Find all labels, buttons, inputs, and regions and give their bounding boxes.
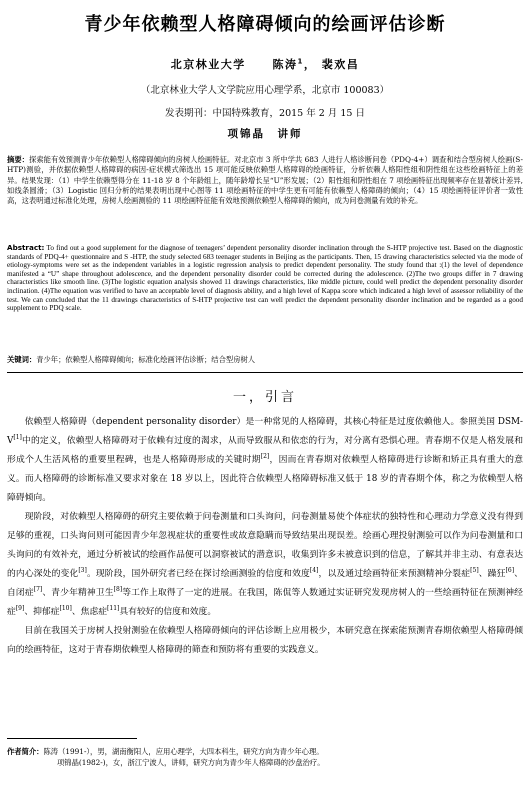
section-heading-introduction: 一，引言 [232, 390, 297, 405]
footnote-divider [7, 738, 137, 739]
footnote-text-1: 陈涛（1991-），男，湖南衡阳人，应用心理学，大四本科生，研究方向为青少年心理。 [43, 747, 324, 756]
citation-ref[interactable]: [1] [13, 434, 22, 442]
p1-text-a: 依赖型人格障碍（dependent personality disorder）是一种常见的人格障碍，其核心特征是过度依赖他人。参照美国 DSM-V [7, 417, 523, 446]
p2-text-f: 、青少年精神卫生 [42, 588, 114, 598]
paragraph-1 [7, 413, 523, 508]
citation-ref[interactable]: [3] [78, 567, 87, 575]
p2-text-h: 、抑郁症 [24, 607, 60, 617]
author-2: 裴欢昌 [321, 58, 360, 71]
keywords-text: 青少年；依赖型人格障碍倾向；标准化绘画评估诊断；结合型房树人 [36, 355, 256, 364]
abstract-cn-label: 摘要： [7, 155, 29, 164]
abstract-en-text: To find out a good supplement for the diagnose of teenagers’ dependent personality disorder inclination through the S-HTP projective test. Based on the diagnostic standards of PDQ-4+ questionnaire and S -HTP, the study selected 683 teenager students in Beijing as the participants. Then, 15 drawing characteristics selected via the mode of etiology-symptoms were set as the independent variables in a logistic regression analysis to predict dependent personality. The study found that :(1) the level of dependence manifested a “U” shape throughout adolescence, and the dependent personality disorder could be corrected during the adolescence. (2)The two groups differ in 7 drawing characteristics like smooth line. (3)The logistic equation analysis showed 11 drawings characteristics, like middle picture, could well predict the dependent personality disorder inclination. (4)The equation was verified to have an acceptable level of diagnosis ability, and a high level of Kappa score which indicated a high level of assessor reliability of the test. We can concluded that the 11 drawings characteristics of S-HTP projective test can well predict the dependent personality disorder inclination and be regarded as a good supplement to PDQ scale. [7, 244, 524, 313]
author-line [0, 56, 530, 72]
keywords-label: 关键词： [7, 355, 37, 364]
p2-text-e: 、自闭症 [7, 569, 523, 598]
paragraph-2 [7, 508, 523, 622]
p2-text-j: 具有较好的信度和效度。 [119, 607, 217, 617]
abstract-en-label: Abstract: [7, 243, 45, 252]
section-divider [7, 372, 523, 373]
p1-text-c: ，因而在青春期对依赖型人格障碍进行诊断和矫正具有重大的意义。而人格障碍的诊断标准又要求对象在 18 岁以上，因此符合依赖型人格障碍标准又低于 18 岁的青春期个体，称之为依赖型人格障碍倾向。 [7, 455, 523, 503]
abstract-english [7, 244, 523, 313]
footnote-label: 作者简介： [7, 747, 44, 756]
citation-ref[interactable]: [2] [260, 453, 270, 461]
citation-ref[interactable]: [5] [470, 567, 479, 575]
author-separator: ， [303, 58, 317, 71]
p2-text-d: 、躁狂 [478, 569, 506, 579]
p2-text-g: 等工作上取得了一定的进展。在我国，陈侃等人数通过实证研究发现房树人的一些绘画特征在预测神经症 [7, 588, 523, 617]
citation-ref[interactable]: [4] [309, 567, 319, 575]
author-1: 陈涛 [272, 58, 298, 71]
body-text [7, 413, 523, 660]
citation-ref[interactable]: [10] [59, 605, 72, 613]
p2-text-i: 、焦虑症 [71, 607, 108, 617]
paper-title: 青少年依赖型人格障碍倾向的绘画评估诊断 [84, 14, 446, 35]
p1-text-b: 中的定义，依赖型人格障碍对于依赖有过度的渴求，从而导致服从和依恋的行为，对分离有恐惧心理。青春期不仅是人格发展和形成个人生活风格的重要里程碑，也是人格障碍形成的关键时期 [7, 436, 523, 465]
p2-text-c: ，以及通过绘画特征来预测精神分裂症 [318, 569, 471, 579]
footnote-line-2: 项锦晶(1982-)，女，浙江宁波人，讲师，研究方向为青少年人格障碍的沙盘治疗。 [57, 758, 325, 767]
affiliation: （北京林业大学人文学院应用心理学系，北京市 100083） [140, 85, 390, 96]
publication-info: 发表期刊：中国特殊教育，2015 年 2 月 15 日 [165, 108, 365, 119]
p2-text-a: 现阶段，对依赖型人格障碍的研究主要依赖于问卷测量和口头询问，问卷测量易使个体症状的独特性和心理动力学意义没有得到足够的重视，口头询问则可能因青少年忽视症状的重要性或故意隐瞒而导致结果出现误差。绘画心理投射测验可以作为问卷测量和口头询问的有效补充，通过分析被试的绘画作品便可以洞察被试的潜意识，收集到许多未被意识到的信息，了解其并非主动、有意表达的内心深处的变化 [7, 512, 523, 579]
keywords [7, 355, 523, 365]
abstract-chinese [7, 155, 523, 206]
author-1-sup: 1 [297, 57, 304, 66]
citation-ref[interactable]: [7] [33, 586, 43, 594]
paragraph-3: 目前在我国关于房树人投射测验在依赖型人格障碍倾向的评估诊断上应用极少，本研究意在探索能预测青春期依赖型人格障碍倾向的绘画特征，这对于青春期依赖型人格障碍的筛查和预防将有重要的实践意义。 [7, 626, 523, 655]
citation-ref[interactable]: [8] [113, 586, 123, 594]
citation-ref[interactable]: [11] [107, 605, 120, 613]
footnote-line-1 [7, 746, 523, 757]
citation-ref[interactable]: [9] [15, 605, 25, 613]
citation-ref[interactable]: [6] [505, 567, 515, 575]
recommender: 项锦晶 讲师 [227, 128, 303, 140]
abstract-cn-text: 探索能有效预测青少年依赖型人格障碍倾向的房树人绘画特征。对北京市 3 所中学共 683 人进行人格诊断问卷（PDQ-4+）调查和结合型房树人绘画(S-HTP)测验，并依据依赖型人格障碍的病因-症状模式筛选出 15 项可能反映依赖型人格障碍的绘画特征，分析依赖人格阳性组和阴性组在这些绘画特征上的差异。结果发现：（1）中学生依赖型得分在 11-18 岁 8 个年龄组上，随年龄增长呈“U”形发展；（2）阳性组和阴性组在 7 项绘画特征出现频率存在显著统计差异,如线条圆滑；（3）Logistic 回归分析的结果表明出现中心图等 11 项绘画特征的中学生更有可能有依赖型人格障碍的倾向；（4）15 项绘画特征评价者一致性高，这表明通过标准化处理，房树人绘画测验的 11 项绘画特征能有效地预测依赖型人格障碍的倾向，成为问卷测量有效的补充。 [7, 155, 524, 206]
author-org: 北京林业大学 [170, 58, 246, 71]
author-footnote [7, 746, 523, 768]
p2-text-b: 。现阶段，国外研究者已经在探讨绘画测验的信度和效度 [86, 569, 310, 579]
